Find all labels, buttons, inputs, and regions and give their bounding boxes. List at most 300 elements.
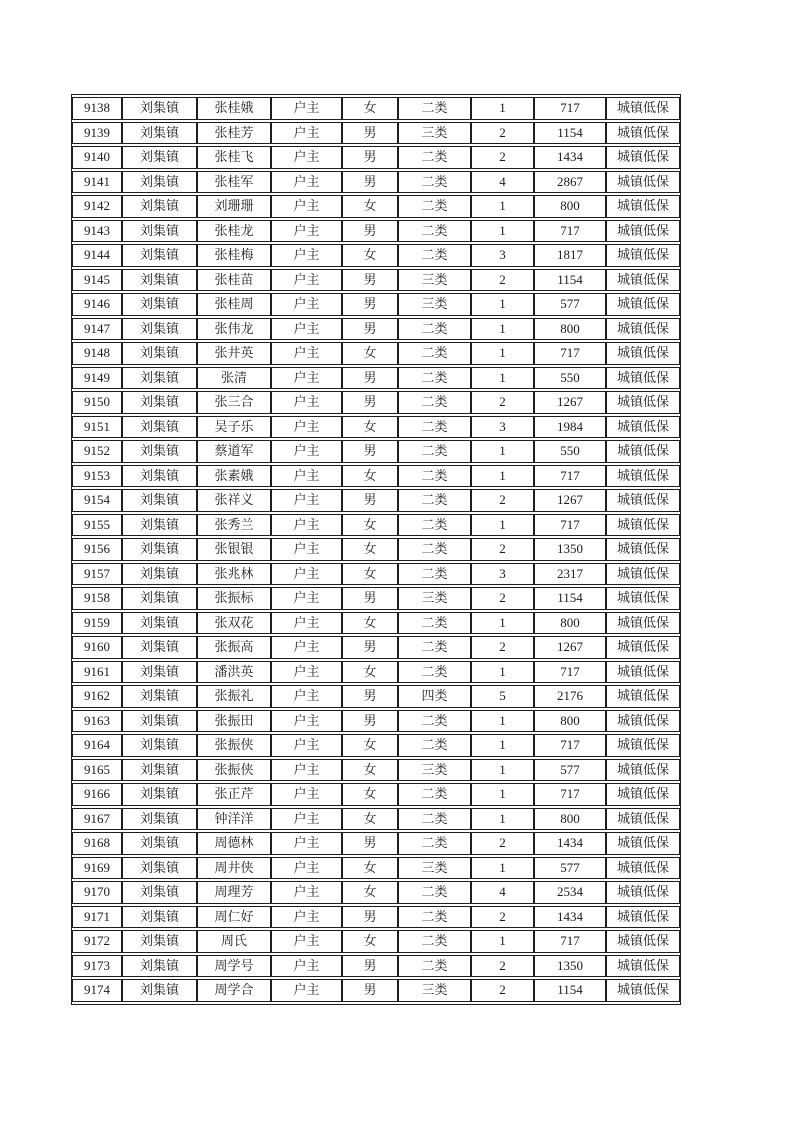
assistance-type: 城镇低保	[606, 563, 680, 586]
record-id: 9172	[72, 930, 122, 953]
town: 刘集镇	[122, 661, 197, 684]
assistance-type: 城镇低保	[606, 514, 680, 537]
subsidy-amount: 1154	[534, 979, 606, 1002]
table-row	[72, 563, 680, 586]
category: 二类	[398, 955, 471, 978]
householder-name: 张振田	[197, 710, 271, 733]
relation-to-head: 户主	[271, 440, 342, 463]
householder-name: 张桂娥	[197, 97, 271, 120]
category: 二类	[398, 318, 471, 341]
assistance-type: 城镇低保	[606, 734, 680, 757]
relation-to-head: 户主	[271, 661, 342, 684]
subsidy-amount: 717	[534, 220, 606, 243]
record-id: 9147	[72, 318, 122, 341]
table-row	[72, 955, 680, 978]
category: 二类	[398, 367, 471, 390]
town: 刘集镇	[122, 293, 197, 316]
record-id: 9138	[72, 97, 122, 120]
householder-name: 潘洪英	[197, 661, 271, 684]
gender: 男	[342, 122, 398, 145]
record-id: 9148	[72, 342, 122, 365]
relation-to-head: 户主	[271, 685, 342, 708]
subsidy-amount: 717	[534, 783, 606, 806]
category: 二类	[398, 881, 471, 904]
table-row	[72, 220, 680, 243]
assistance-type: 城镇低保	[606, 465, 680, 488]
gender: 女	[342, 734, 398, 757]
subsidy-amount: 2867	[534, 171, 606, 194]
table-row	[72, 832, 680, 855]
assistance-type: 城镇低保	[606, 636, 680, 659]
table-row	[72, 416, 680, 439]
assistance-type: 城镇低保	[606, 661, 680, 684]
subsidy-amount: 1267	[534, 489, 606, 512]
gender: 男	[342, 293, 398, 316]
gender: 男	[342, 906, 398, 929]
assistance-type: 城镇低保	[606, 808, 680, 831]
person-count: 2	[471, 269, 534, 292]
town: 刘集镇	[122, 906, 197, 929]
assistance-type: 城镇低保	[606, 587, 680, 610]
relation-to-head: 户主	[271, 563, 342, 586]
record-id: 9159	[72, 612, 122, 635]
table-row	[72, 857, 680, 880]
gender: 男	[342, 710, 398, 733]
assistance-type: 城镇低保	[606, 318, 680, 341]
table-row	[72, 171, 680, 194]
person-count: 1	[471, 710, 534, 733]
town: 刘集镇	[122, 416, 197, 439]
category: 三类	[398, 293, 471, 316]
table-row	[72, 122, 680, 145]
relation-to-head: 户主	[271, 367, 342, 390]
category: 二类	[398, 808, 471, 831]
assistance-type: 城镇低保	[606, 930, 680, 953]
town: 刘集镇	[122, 220, 197, 243]
subsidy-amount: 1154	[534, 122, 606, 145]
category: 二类	[398, 906, 471, 929]
record-id: 9152	[72, 440, 122, 463]
category: 三类	[398, 122, 471, 145]
assistance-type: 城镇低保	[606, 685, 680, 708]
gender: 女	[342, 97, 398, 120]
householder-name: 钟洋洋	[197, 808, 271, 831]
householder-name: 周学号	[197, 955, 271, 978]
gender: 女	[342, 563, 398, 586]
subsidy-amount: 717	[534, 661, 606, 684]
person-count: 5	[471, 685, 534, 708]
person-count: 1	[471, 930, 534, 953]
town: 刘集镇	[122, 979, 197, 1002]
person-count: 2	[471, 122, 534, 145]
record-id: 9170	[72, 881, 122, 904]
table-row	[72, 661, 680, 684]
town: 刘集镇	[122, 514, 197, 537]
gender: 男	[342, 440, 398, 463]
relation-to-head: 户主	[271, 636, 342, 659]
householder-name: 周学合	[197, 979, 271, 1002]
householder-name: 周井侠	[197, 857, 271, 880]
assistance-type: 城镇低保	[606, 440, 680, 463]
town: 刘集镇	[122, 734, 197, 757]
householder-name: 刘珊珊	[197, 195, 271, 218]
relation-to-head: 户主	[271, 97, 342, 120]
table-row	[72, 930, 680, 953]
householder-name: 张桂芳	[197, 122, 271, 145]
subsidy-amount: 717	[534, 465, 606, 488]
relation-to-head: 户主	[271, 587, 342, 610]
person-count: 1	[471, 440, 534, 463]
town: 刘集镇	[122, 244, 197, 267]
record-id: 9163	[72, 710, 122, 733]
welfare-record-table	[71, 94, 681, 1005]
table-row	[72, 293, 680, 316]
relation-to-head: 户主	[271, 465, 342, 488]
record-id: 9167	[72, 808, 122, 831]
category: 二类	[398, 220, 471, 243]
table-row	[72, 391, 680, 414]
category: 三类	[398, 269, 471, 292]
subsidy-amount: 800	[534, 318, 606, 341]
subsidy-amount: 1154	[534, 269, 606, 292]
householder-name: 张振侠	[197, 734, 271, 757]
gender: 女	[342, 857, 398, 880]
town: 刘集镇	[122, 710, 197, 733]
relation-to-head: 户主	[271, 881, 342, 904]
person-count: 1	[471, 612, 534, 635]
table-row	[72, 881, 680, 904]
relation-to-head: 户主	[271, 220, 342, 243]
category: 二类	[398, 416, 471, 439]
householder-name: 张三合	[197, 391, 271, 414]
table-row	[72, 759, 680, 782]
relation-to-head: 户主	[271, 244, 342, 267]
category: 三类	[398, 979, 471, 1002]
town: 刘集镇	[122, 489, 197, 512]
town: 刘集镇	[122, 636, 197, 659]
record-id: 9161	[72, 661, 122, 684]
record-id: 9160	[72, 636, 122, 659]
person-count: 2	[471, 391, 534, 414]
gender: 女	[342, 416, 398, 439]
gender: 男	[342, 587, 398, 610]
person-count: 2	[471, 538, 534, 561]
householder-name: 张银银	[197, 538, 271, 561]
record-id: 9156	[72, 538, 122, 561]
town: 刘集镇	[122, 685, 197, 708]
gender: 男	[342, 171, 398, 194]
assistance-type: 城镇低保	[606, 906, 680, 929]
town: 刘集镇	[122, 342, 197, 365]
assistance-type: 城镇低保	[606, 881, 680, 904]
assistance-type: 城镇低保	[606, 244, 680, 267]
table-row	[72, 97, 680, 120]
relation-to-head: 户主	[271, 293, 342, 316]
relation-to-head: 户主	[271, 857, 342, 880]
subsidy-amount: 1984	[534, 416, 606, 439]
gender: 男	[342, 391, 398, 414]
person-count: 1	[471, 220, 534, 243]
table-row	[72, 367, 680, 390]
person-count: 3	[471, 416, 534, 439]
category: 二类	[398, 146, 471, 169]
gender: 女	[342, 881, 398, 904]
householder-name: 张伟龙	[197, 318, 271, 341]
subsidy-amount: 550	[534, 440, 606, 463]
subsidy-amount: 1817	[534, 244, 606, 267]
person-count: 1	[471, 514, 534, 537]
relation-to-head: 户主	[271, 759, 342, 782]
table-row	[72, 440, 680, 463]
person-count: 3	[471, 563, 534, 586]
relation-to-head: 户主	[271, 734, 342, 757]
category: 三类	[398, 587, 471, 610]
subsidy-amount: 1434	[534, 146, 606, 169]
subsidy-amount: 1434	[534, 906, 606, 929]
householder-name: 张祥义	[197, 489, 271, 512]
person-count: 1	[471, 759, 534, 782]
assistance-type: 城镇低保	[606, 146, 680, 169]
householder-name: 张清	[197, 367, 271, 390]
table-row	[72, 514, 680, 537]
subsidy-amount: 2176	[534, 685, 606, 708]
town: 刘集镇	[122, 783, 197, 806]
gender: 女	[342, 538, 398, 561]
subsidy-amount: 800	[534, 195, 606, 218]
assistance-type: 城镇低保	[606, 220, 680, 243]
gender: 男	[342, 367, 398, 390]
category: 二类	[398, 171, 471, 194]
person-count: 2	[471, 587, 534, 610]
person-count: 2	[471, 832, 534, 855]
householder-name: 张秀兰	[197, 514, 271, 537]
gender: 女	[342, 342, 398, 365]
assistance-type: 城镇低保	[606, 367, 680, 390]
category: 二类	[398, 440, 471, 463]
person-count: 2	[471, 955, 534, 978]
relation-to-head: 户主	[271, 318, 342, 341]
category: 二类	[398, 661, 471, 684]
relation-to-head: 户主	[271, 269, 342, 292]
subsidy-amount: 717	[534, 930, 606, 953]
relation-to-head: 户主	[271, 416, 342, 439]
subsidy-amount: 800	[534, 612, 606, 635]
gender: 女	[342, 612, 398, 635]
gender: 女	[342, 759, 398, 782]
table-row	[72, 734, 680, 757]
person-count: 1	[471, 342, 534, 365]
table-row	[72, 685, 680, 708]
person-count: 1	[471, 318, 534, 341]
category: 三类	[398, 857, 471, 880]
category: 二类	[398, 783, 471, 806]
table-row	[72, 636, 680, 659]
person-count: 1	[471, 293, 534, 316]
person-count: 4	[471, 171, 534, 194]
town: 刘集镇	[122, 563, 197, 586]
record-id: 9158	[72, 587, 122, 610]
assistance-type: 城镇低保	[606, 489, 680, 512]
record-id: 9141	[72, 171, 122, 194]
relation-to-head: 户主	[271, 783, 342, 806]
record-id: 9157	[72, 563, 122, 586]
category: 二类	[398, 612, 471, 635]
subsidy-amount: 800	[534, 710, 606, 733]
gender: 男	[342, 146, 398, 169]
record-id: 9145	[72, 269, 122, 292]
relation-to-head: 户主	[271, 489, 342, 512]
record-id: 9165	[72, 759, 122, 782]
gender: 男	[342, 636, 398, 659]
category: 二类	[398, 636, 471, 659]
table-row	[72, 342, 680, 365]
householder-name: 张振侠	[197, 759, 271, 782]
record-id: 9174	[72, 979, 122, 1002]
record-id: 9144	[72, 244, 122, 267]
relation-to-head: 户主	[271, 195, 342, 218]
record-id: 9150	[72, 391, 122, 414]
householder-name: 周氏	[197, 930, 271, 953]
record-id: 9173	[72, 955, 122, 978]
assistance-type: 城镇低保	[606, 416, 680, 439]
relation-to-head: 户主	[271, 538, 342, 561]
town: 刘集镇	[122, 759, 197, 782]
householder-name: 周仁好	[197, 906, 271, 929]
table-row	[72, 269, 680, 292]
record-id: 9139	[72, 122, 122, 145]
gender: 女	[342, 661, 398, 684]
householder-name: 蔡道军	[197, 440, 271, 463]
relation-to-head: 户主	[271, 955, 342, 978]
householder-name: 张井英	[197, 342, 271, 365]
assistance-type: 城镇低保	[606, 122, 680, 145]
town: 刘集镇	[122, 269, 197, 292]
town: 刘集镇	[122, 195, 197, 218]
subsidy-amount: 717	[534, 97, 606, 120]
record-id: 9155	[72, 514, 122, 537]
record-id: 9164	[72, 734, 122, 757]
table-row	[72, 538, 680, 561]
record-id: 9168	[72, 832, 122, 855]
gender: 女	[342, 195, 398, 218]
town: 刘集镇	[122, 146, 197, 169]
table-row	[72, 808, 680, 831]
householder-name: 张桂梅	[197, 244, 271, 267]
assistance-type: 城镇低保	[606, 538, 680, 561]
assistance-type: 城镇低保	[606, 342, 680, 365]
table-row	[72, 244, 680, 267]
assistance-type: 城镇低保	[606, 97, 680, 120]
subsidy-amount: 577	[534, 857, 606, 880]
person-count: 1	[471, 97, 534, 120]
householder-name: 周德林	[197, 832, 271, 855]
record-id: 9146	[72, 293, 122, 316]
relation-to-head: 户主	[271, 930, 342, 953]
gender: 男	[342, 979, 398, 1002]
table-row	[72, 979, 680, 1002]
record-id: 9143	[72, 220, 122, 243]
subsidy-amount: 1350	[534, 538, 606, 561]
gender: 男	[342, 220, 398, 243]
subsidy-amount: 550	[534, 367, 606, 390]
category: 二类	[398, 563, 471, 586]
category: 二类	[398, 391, 471, 414]
category: 二类	[398, 195, 471, 218]
table-row	[72, 465, 680, 488]
town: 刘集镇	[122, 955, 197, 978]
category: 二类	[398, 710, 471, 733]
householder-name: 张振礼	[197, 685, 271, 708]
record-id: 9162	[72, 685, 122, 708]
assistance-type: 城镇低保	[606, 979, 680, 1002]
gender: 男	[342, 269, 398, 292]
category: 二类	[398, 930, 471, 953]
table-row	[72, 710, 680, 733]
gender: 男	[342, 955, 398, 978]
town: 刘集镇	[122, 97, 197, 120]
town: 刘集镇	[122, 832, 197, 855]
category: 二类	[398, 244, 471, 267]
gender: 女	[342, 783, 398, 806]
table-row	[72, 195, 680, 218]
relation-to-head: 户主	[271, 710, 342, 733]
person-count: 1	[471, 367, 534, 390]
person-count: 4	[471, 881, 534, 904]
subsidy-amount: 1267	[534, 391, 606, 414]
person-count: 1	[471, 195, 534, 218]
householder-name: 张振标	[197, 587, 271, 610]
gender: 女	[342, 930, 398, 953]
town: 刘集镇	[122, 465, 197, 488]
gender: 女	[342, 808, 398, 831]
town: 刘集镇	[122, 318, 197, 341]
gender: 女	[342, 514, 398, 537]
assistance-type: 城镇低保	[606, 783, 680, 806]
householder-name: 张正芹	[197, 783, 271, 806]
person-count: 1	[471, 808, 534, 831]
person-count: 2	[471, 906, 534, 929]
category: 二类	[398, 514, 471, 537]
relation-to-head: 户主	[271, 514, 342, 537]
householder-name: 张桂飞	[197, 146, 271, 169]
town: 刘集镇	[122, 440, 197, 463]
assistance-type: 城镇低保	[606, 832, 680, 855]
householder-name: 张素娥	[197, 465, 271, 488]
relation-to-head: 户主	[271, 612, 342, 635]
town: 刘集镇	[122, 122, 197, 145]
gender: 男	[342, 832, 398, 855]
town: 刘集镇	[122, 881, 197, 904]
person-count: 1	[471, 734, 534, 757]
category: 二类	[398, 465, 471, 488]
relation-to-head: 户主	[271, 808, 342, 831]
relation-to-head: 户主	[271, 342, 342, 365]
record-id: 9142	[72, 195, 122, 218]
relation-to-head: 户主	[271, 979, 342, 1002]
relation-to-head: 户主	[271, 391, 342, 414]
table-row	[72, 318, 680, 341]
relation-to-head: 户主	[271, 146, 342, 169]
record-id: 9166	[72, 783, 122, 806]
category: 三类	[398, 759, 471, 782]
town: 刘集镇	[122, 930, 197, 953]
person-count: 1	[471, 857, 534, 880]
table-row	[72, 146, 680, 169]
category: 二类	[398, 734, 471, 757]
relation-to-head: 户主	[271, 171, 342, 194]
town: 刘集镇	[122, 171, 197, 194]
householder-name: 张兆林	[197, 563, 271, 586]
